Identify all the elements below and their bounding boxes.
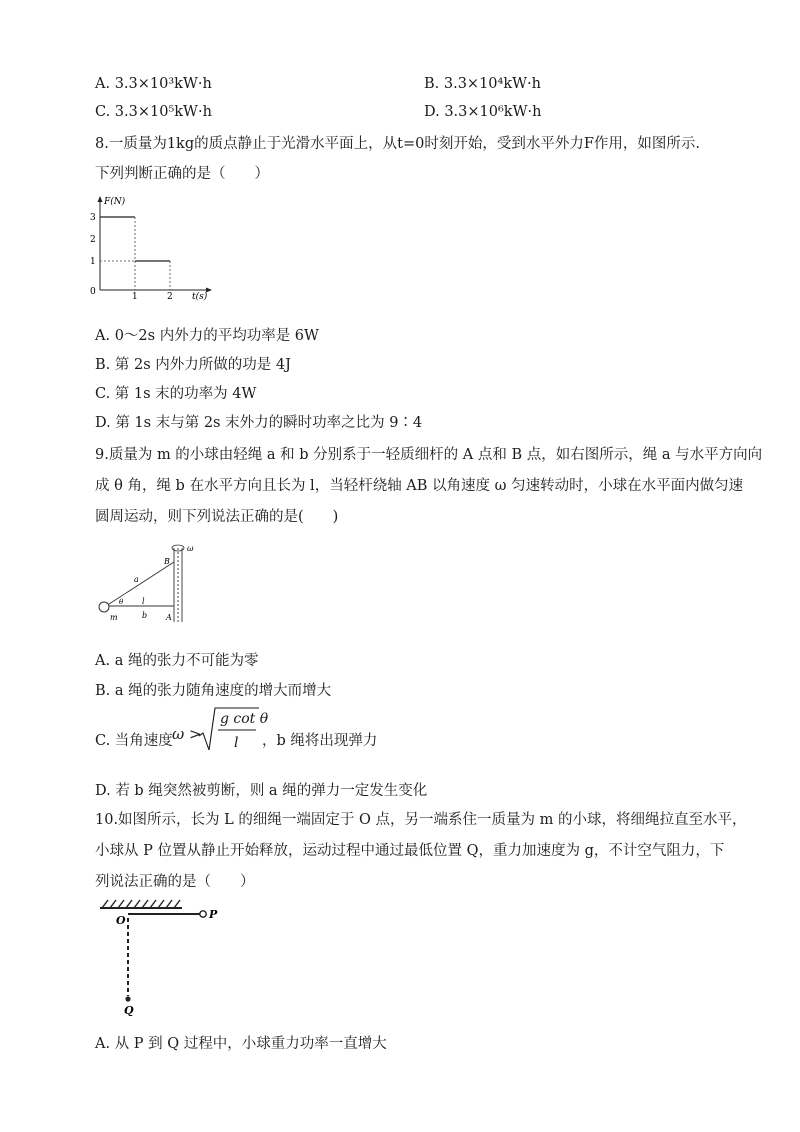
y-axis-label: F(N) xyxy=(104,197,126,207)
q9-stem-line2: 成 θ 角，绳 b 在水平方向且长为 l，当轻杆绕轴 AB 以角速度 ω 匀速转动时，小球在水平面内做匀速 xyxy=(95,478,744,494)
q9-option-c-lhs: ω > xyxy=(172,725,202,743)
ball-p xyxy=(200,911,206,917)
svg-text:A: A xyxy=(166,613,172,622)
q9-option-c-denominator: l xyxy=(234,735,239,751)
svg-text:l: l xyxy=(142,597,145,606)
svg-text:O: O xyxy=(116,914,126,927)
q9-option-c-suffix: ，b 绳将出现弹力 xyxy=(262,733,378,749)
q9-option-c-prefix: C. 当角速度 xyxy=(95,733,173,749)
rope-a xyxy=(106,562,174,606)
q9-stem-line3: 圆周运动，则下列说法正确的是( ) xyxy=(95,509,339,525)
q10-pendulum-figure xyxy=(96,896,226,1016)
svg-text:b: b xyxy=(142,611,148,620)
q8-stem-line1: 8.一质量为1kg的质点静止于光滑水平面上，从t=0时刻开始，受到水平外力F作用，如图所示. xyxy=(95,136,700,152)
q8-option-a: A. 0～2s 内外力的平均功率是 6W xyxy=(95,328,319,344)
q9-option-c-numerator: g cot θ xyxy=(220,711,269,727)
y-tick-1: 1 xyxy=(90,257,96,267)
ball xyxy=(99,602,109,612)
q9-option-b: B. a 绳的张力随角速度的增大而增大 xyxy=(95,683,332,699)
q8-option-b: B. 第 2s 内外力所做的功是 4J xyxy=(95,357,291,373)
q9-option-d: D. 若 b 绳突然被剪断，则 a 绳的弹力一定发生变化 xyxy=(95,783,428,799)
q10-stem-line3: 列说法正确的是（ ） xyxy=(95,874,255,890)
x-tick-1: 1 xyxy=(132,292,138,302)
ball-q xyxy=(125,996,130,1001)
x-tick-2: 2 xyxy=(167,292,173,302)
q9-rotating-rod-figure xyxy=(92,540,212,630)
q10-stem-line1: 10.如图所示，长为 L 的细绳一端固定于 O 点，另一端系住一质量为 m 的小球，将细绳拉直至水平， xyxy=(95,812,747,828)
q10-option-a: A. 从 P 到 Q 过程中，小球重力功率一直增大 xyxy=(95,1036,387,1052)
svg-text:θ: θ xyxy=(119,598,124,606)
q8-option-d: D. 第 1s 末与第 2s 末外力的瞬时功率之比为 9∶4 xyxy=(95,415,423,431)
q10-stem-line2: 小球从 P 位置从静止开始释放，运动过程中通过最低位置 Q，重力加速度为 g，不计空气阻力，下 xyxy=(95,843,725,859)
prev-option-b: B. 3.3×10⁴kW·h xyxy=(424,76,541,92)
svg-text:a: a xyxy=(134,575,139,584)
q9-option-a: A. a 绳的张力不可能为零 xyxy=(95,653,259,669)
origin-label: 0 xyxy=(90,287,96,297)
x-axis-label: t(s) xyxy=(192,292,208,302)
y-tick-3: 3 xyxy=(90,213,96,223)
prev-option-c: C. 3.3×10⁵kW·h xyxy=(95,104,212,120)
svg-text:Q: Q xyxy=(124,1004,134,1016)
q8-option-c: C. 第 1s 末的功率为 4W xyxy=(95,386,257,402)
q9-stem-line1: 9.质量为 m 的小球由轻绳 a 和 b 分别系于一轻质细杆的 A 点和 B 点，如右图所示，绳 a 与水平方向向 xyxy=(95,447,763,463)
svg-text:m: m xyxy=(110,613,118,622)
svg-text:ω: ω xyxy=(187,544,194,553)
q8-force-time-graph xyxy=(88,190,228,305)
svg-text:B: B xyxy=(164,557,170,566)
prev-option-a: A. 3.3×10³kW·h xyxy=(95,76,212,92)
q8-stem-line2: 下列判断正确的是（ ） xyxy=(95,166,269,182)
y-tick-2: 2 xyxy=(90,235,96,245)
svg-text:P: P xyxy=(209,908,218,921)
prev-option-d: D. 3.3×10⁶kW·h xyxy=(424,104,542,120)
